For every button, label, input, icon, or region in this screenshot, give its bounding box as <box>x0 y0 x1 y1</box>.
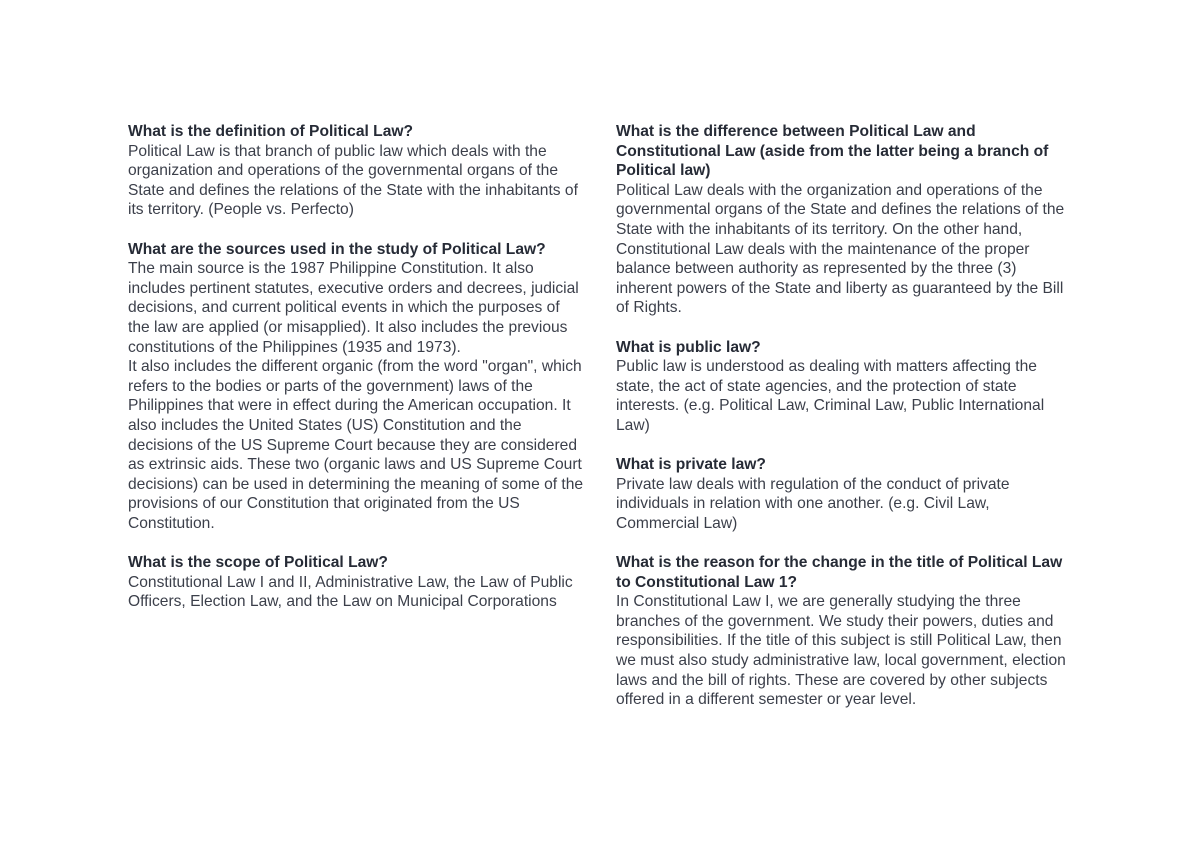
question-heading: What is the definition of Political Law? <box>128 123 414 140</box>
answer-paragraph: Political Law is that branch of public law which deals with the organization and operations of the governmental organs of the State and defines the relations of the State with the inhabitants of its territory. (People vs. Perfecto) <box>128 142 578 219</box>
question-heading: What is private law? <box>616 456 766 474</box>
answer-paragraph: Private law deals with regulation of the conduct of private individuals in relation with one another. (e.g. Civil Law, Commercial Law) <box>616 475 1010 532</box>
qa-definition <box>128 122 584 220</box>
answer-paragraph: Political Law deals with the organization and operations of the governmental organs of the State and defines the relations of the State with the inhabitants of its territory. On the other hand, Constitutional Law deals with the maintenance of the proper balance between authority as represented by the three (3) inherent powers of the State and liberty as guaranteed by the Bill of Rights. <box>616 181 1065 317</box>
qa-private-law <box>616 455 1072 533</box>
question-heading: What is the difference between Political Law and Constitutional Law (aside from the latter being a branch of Political law) <box>616 123 1049 180</box>
answer-paragraph: In Constitutional Law I, we are generally studying the three branches of the government. We study their powers, duties and responsibilities. If the title of this subject is still Political Law, then we must also study administrative law, local government, election laws and the bill of rights. These are covered by other subjects offered in a different semester or year level. <box>616 593 1066 709</box>
qa-scope <box>128 553 584 612</box>
answer-paragraph: It also includes the different organic (from the word "organ", which refers to the bodies or parts of the government) laws of the Philippines that were in effect during the American occupation. It also includes the United States (US) Constitution and the decisions of the US Supreme Court because they are considered as extrinsic aids. These two (organic laws and US Supreme Court decisions) can be used in determining the meaning of some of the provisions of our Constitution that originated from the US Constitution. <box>128 358 584 532</box>
answer-paragraph: Public law is understood as dealing with matters affecting the state, the act of state agencies, and the protection of state interests. (e.g. Political Law, Criminal Law, Public International Law) <box>616 358 1045 434</box>
question-heading: What is the scope of Political Law? <box>128 554 388 572</box>
answer-paragraph: Constitutional Law I and II, Administrative Law, the Law of Public Officers, Election Law, and the Law on Municipal Corporations <box>128 573 573 611</box>
left-column <box>128 122 584 631</box>
qa-difference <box>616 122 1072 318</box>
qa-public-law <box>616 338 1072 436</box>
answer-paragraph: The main source is the 1987 Philippine Constitution. It also includes pertinent statutes, executive orders and decrees, judicial decisions, and current political events in which the purposes of the law are applied (or misapplied). It also includes the previous constitutions of the Philippines (1935 and 1973). <box>128 260 579 356</box>
question-heading: What is public law? <box>616 338 761 356</box>
qa-title-change <box>616 553 1072 710</box>
question-heading: What are the sources used in the study of Political Law? <box>128 240 546 258</box>
right-column <box>616 122 1072 729</box>
question-heading: What is the reason for the change in the title of Political Law to Constitutional Law 1? <box>616 554 1063 591</box>
qa-sources <box>128 240 584 534</box>
